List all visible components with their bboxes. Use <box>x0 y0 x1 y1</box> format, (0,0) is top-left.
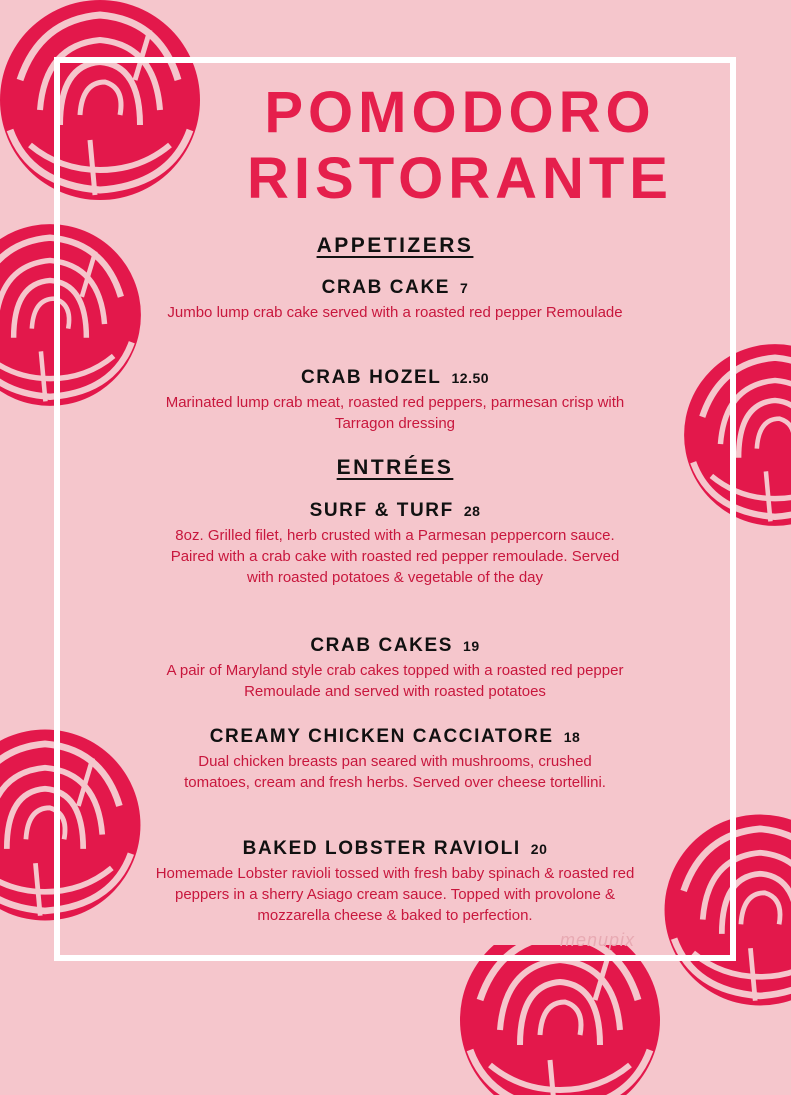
restaurant-title-line2: RISTORANTE <box>247 146 673 211</box>
menu-item-header <box>94 837 696 861</box>
menu-item <box>94 634 696 702</box>
menu-item <box>94 837 696 926</box>
menu-item-header <box>94 499 696 523</box>
menu-item-name: CRAB HOZEL <box>300 367 442 388</box>
menu-item-description: Homemade Lobster ravioli tossed with fresh baby spinach & roasted red peppers in a sherry Asiago cream sauce. Topped with provolone & mozzarella cheese & baked to perfection. <box>155 865 635 924</box>
menu-item-description: Marinated lump crab meat, roasted red peppers, parmesan crisp with Tarragon dressing <box>165 394 625 432</box>
menu-item-description: 8oz. Grilled filet, herb crusted with a Parmesan peppercorn sauce. Paired with a crab cake with roasted red pepper remoulade. Served with roasted potatoes & vegetable of the day <box>170 527 620 586</box>
restaurant-title-line1: POMODORO <box>264 80 656 145</box>
section-title-appetizers: APPETIZERS <box>316 234 474 257</box>
menu-item-name: BAKED LOBSTER RAVIOLI <box>242 838 521 859</box>
section-title-entrees: ENTRÉES <box>336 456 454 479</box>
menu-item-price: 28 <box>463 503 481 519</box>
menu-item-name: CRAB CAKES <box>310 635 454 656</box>
menu-item <box>94 499 696 588</box>
menu-item <box>94 725 696 793</box>
menu-item-description: Jumbo lump crab cake served with a roasted red pepper Remoulade <box>167 304 623 321</box>
menu-item-price: 19 <box>463 638 480 654</box>
menu-item <box>94 366 696 434</box>
menu-item-price: 7 <box>460 280 469 296</box>
menu-item-description: A pair of Maryland style crab cakes topped with a roasted red pepper Remoulade and served with roasted potatoes <box>166 662 624 700</box>
menu-item <box>94 276 696 323</box>
menu-item-price: 12.50 <box>451 370 490 386</box>
rose-bottom-center-icon <box>440 945 680 1095</box>
menu-item-header <box>94 634 696 658</box>
menu-item-header <box>94 725 696 749</box>
menu-item-header <box>94 276 696 300</box>
menu-item-price: 18 <box>563 729 581 745</box>
menu-item-price: 20 <box>530 841 548 857</box>
watermark: menupix <box>560 930 636 950</box>
menu-item-header <box>94 366 696 390</box>
menu-item-description: Dual chicken breasts pan seared with mushrooms, crushed tomatoes, cream and fresh herbs. Served over cheese tortellini. <box>184 753 606 791</box>
menu-item-name: CREAMY CHICKEN CACCIATORE <box>209 726 554 747</box>
menu-item-name: SURF & TURF <box>309 500 454 521</box>
menu-item-name: CRAB CAKE <box>321 277 451 298</box>
